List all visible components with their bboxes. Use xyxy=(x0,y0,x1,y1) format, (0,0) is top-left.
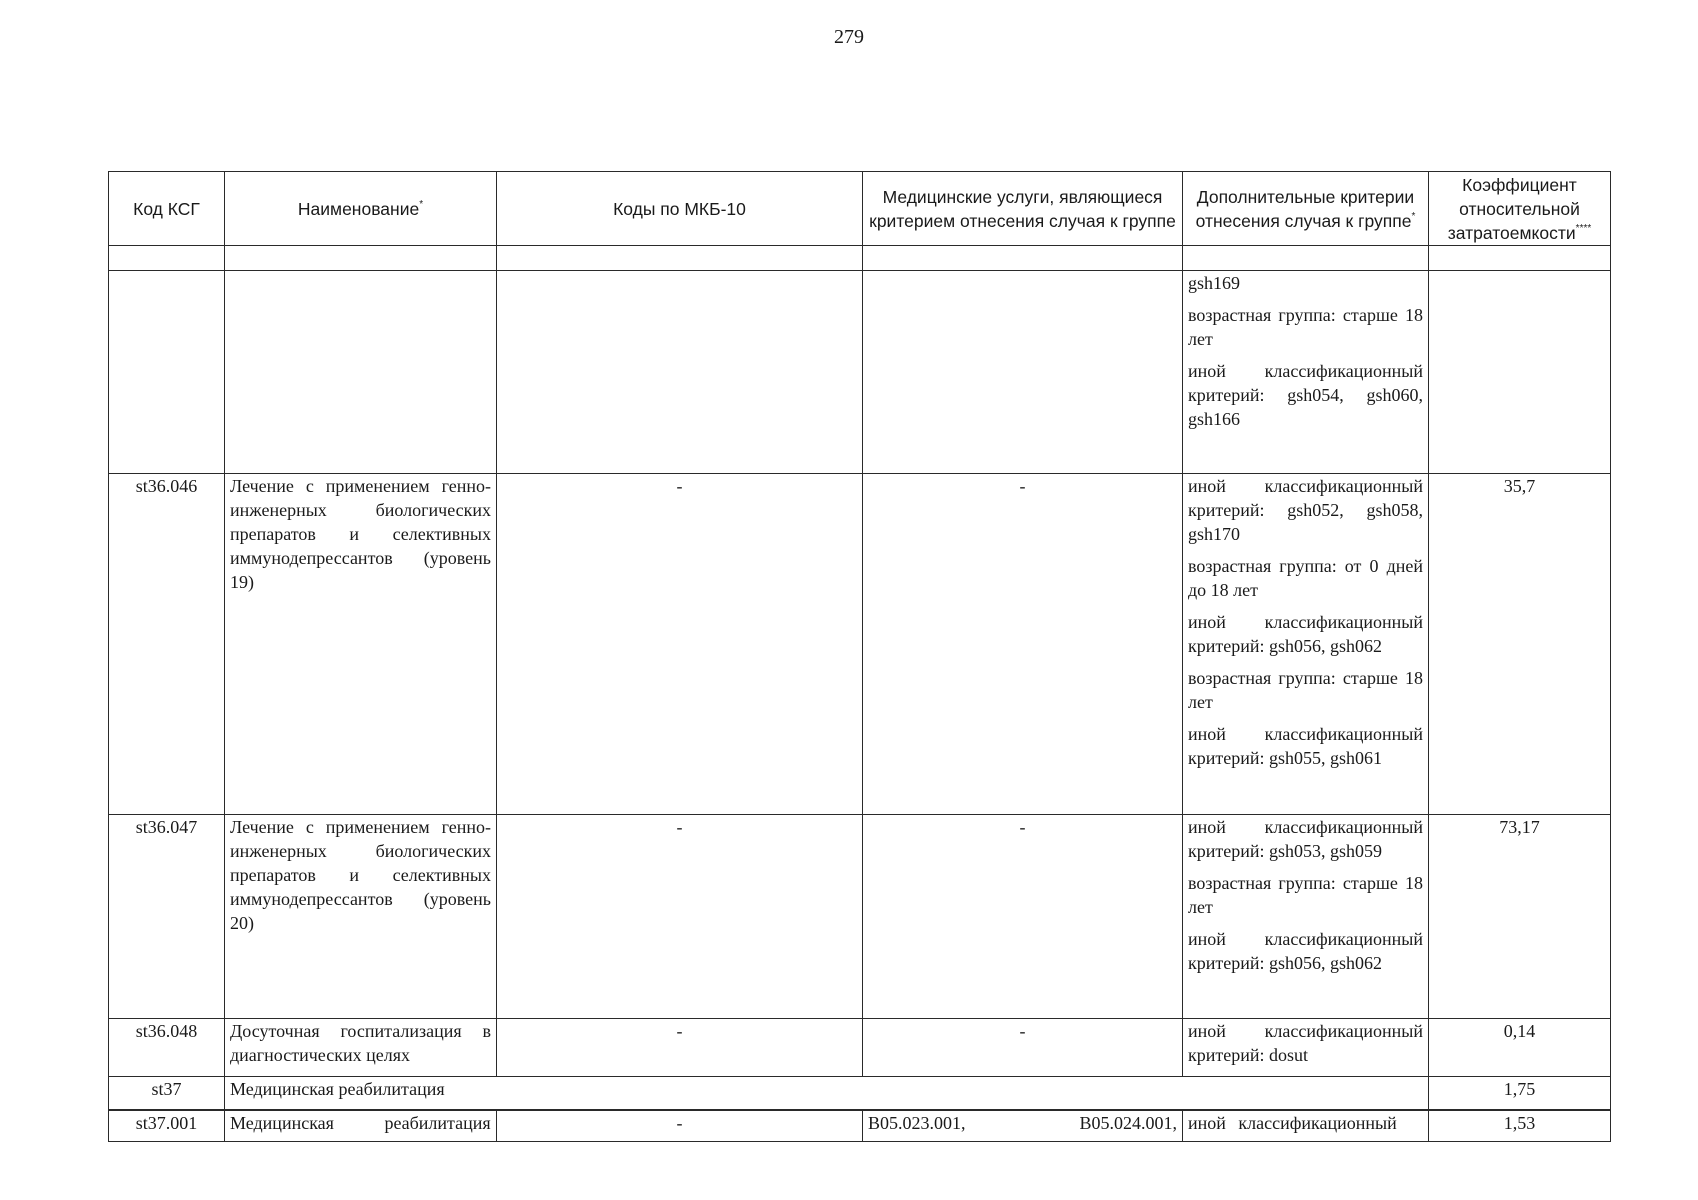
row-mkb: - xyxy=(497,1019,863,1077)
row-services xyxy=(863,1110,1183,1142)
criteria-item: иной классификационный критерий: gsh054, gsh060, gsh166 xyxy=(1188,361,1423,429)
row-coef: 35,7 xyxy=(1429,474,1611,815)
criteria-item: возрастная группа: старше 18 лет xyxy=(1188,305,1423,349)
row-services: - xyxy=(863,1019,1183,1077)
service-code: B05.023.001, xyxy=(868,1112,966,1133)
row-name xyxy=(225,271,497,474)
row-services xyxy=(863,271,1183,474)
criteria-item: иной классификационный критерий: gsh056, gsh062 xyxy=(1188,929,1423,973)
header-coef: Коэффициент относительной затратоемкости**** xyxy=(1429,172,1611,246)
criteria-item: возрастная группа: старше 18 лет xyxy=(1188,873,1423,917)
header-mkb: Коды по МКБ-10 xyxy=(497,172,863,246)
header-code: Код КСГ xyxy=(109,172,225,246)
row-mkb xyxy=(497,271,863,474)
criteria-item: иной классификационный критерий: gsh053, gsh059 xyxy=(1188,817,1423,861)
row-mkb: - xyxy=(497,815,863,1019)
criteria-item: иной классификационный критерий: gsh052, gsh058, gsh170 xyxy=(1188,476,1423,544)
service-code: B05.024.001, xyxy=(1079,1112,1177,1133)
header-services: Медицинские услуги, являющиеся критерием отнесения случая к группе xyxy=(863,172,1183,246)
row-services: - xyxy=(863,474,1183,815)
criteria-item: возрастная группа: старше 18 лет xyxy=(1188,668,1423,712)
page-number: 279 xyxy=(834,26,864,48)
criteria-item: иной классификационный xyxy=(1188,1112,1397,1133)
table-header-row xyxy=(109,172,1611,246)
table-row xyxy=(109,1019,1611,1077)
table-row xyxy=(109,815,1611,1019)
row-name: Досуточная госпитализация в диагностических целях xyxy=(225,1019,497,1077)
table-row xyxy=(109,271,1611,474)
criteria-item: gsh169 xyxy=(1188,273,1241,293)
section-row xyxy=(109,1077,1611,1110)
section-code: st37 xyxy=(109,1077,225,1110)
row-coef: 0,14 xyxy=(1429,1019,1611,1077)
row-coef: 73,17 xyxy=(1429,815,1611,1019)
row-name: Лечение с применением генно-инженерных биологических препаратов и селективных иммунодепрессантов (уровень 19) xyxy=(225,474,497,815)
row-mkb: - xyxy=(497,1110,863,1142)
row-coef xyxy=(1429,271,1611,474)
row-code: st36.048 xyxy=(109,1019,225,1077)
criteria-item: иной классификационный критерий: gsh055, gsh061 xyxy=(1188,724,1423,768)
ksg-table xyxy=(108,171,1611,1142)
table-row xyxy=(109,1110,1611,1142)
row-code: st37.001 xyxy=(109,1110,225,1142)
row-code xyxy=(109,271,225,474)
row-name xyxy=(225,1110,497,1142)
row-criteria xyxy=(1183,1019,1429,1077)
criteria-item: иной классификационный критерий: dosut xyxy=(1188,1021,1423,1065)
criteria-item: возрастная группа: от 0 дней до 18 лет xyxy=(1188,556,1423,600)
row-criteria xyxy=(1183,474,1429,815)
row-code: st36.046 xyxy=(109,474,225,815)
row-criteria xyxy=(1183,1110,1429,1142)
header-spacer-row xyxy=(109,246,1611,271)
section-coef: 1,75 xyxy=(1429,1077,1611,1110)
row-coef: 1,53 xyxy=(1429,1110,1611,1142)
header-name: Наименование* xyxy=(225,172,497,246)
row-services: - xyxy=(863,815,1183,1019)
row-criteria xyxy=(1183,271,1429,474)
header-criteria: Дополнительные критерии отнесения случая к группе* xyxy=(1183,172,1429,246)
row-mkb: - xyxy=(497,474,863,815)
row-criteria xyxy=(1183,815,1429,1019)
criteria-item: иной классификационный критерий: gsh056, gsh062 xyxy=(1188,612,1423,656)
row-code: st36.047 xyxy=(109,815,225,1019)
row-name-text: Медицинская реабилитация xyxy=(230,1112,491,1133)
table-row xyxy=(109,474,1611,815)
row-name: Лечение с применением генно-инженерных биологических препаратов и селективных иммунодепрессантов (уровень 20) xyxy=(225,815,497,1019)
section-name: Медицинская реабилитация xyxy=(225,1077,1429,1110)
